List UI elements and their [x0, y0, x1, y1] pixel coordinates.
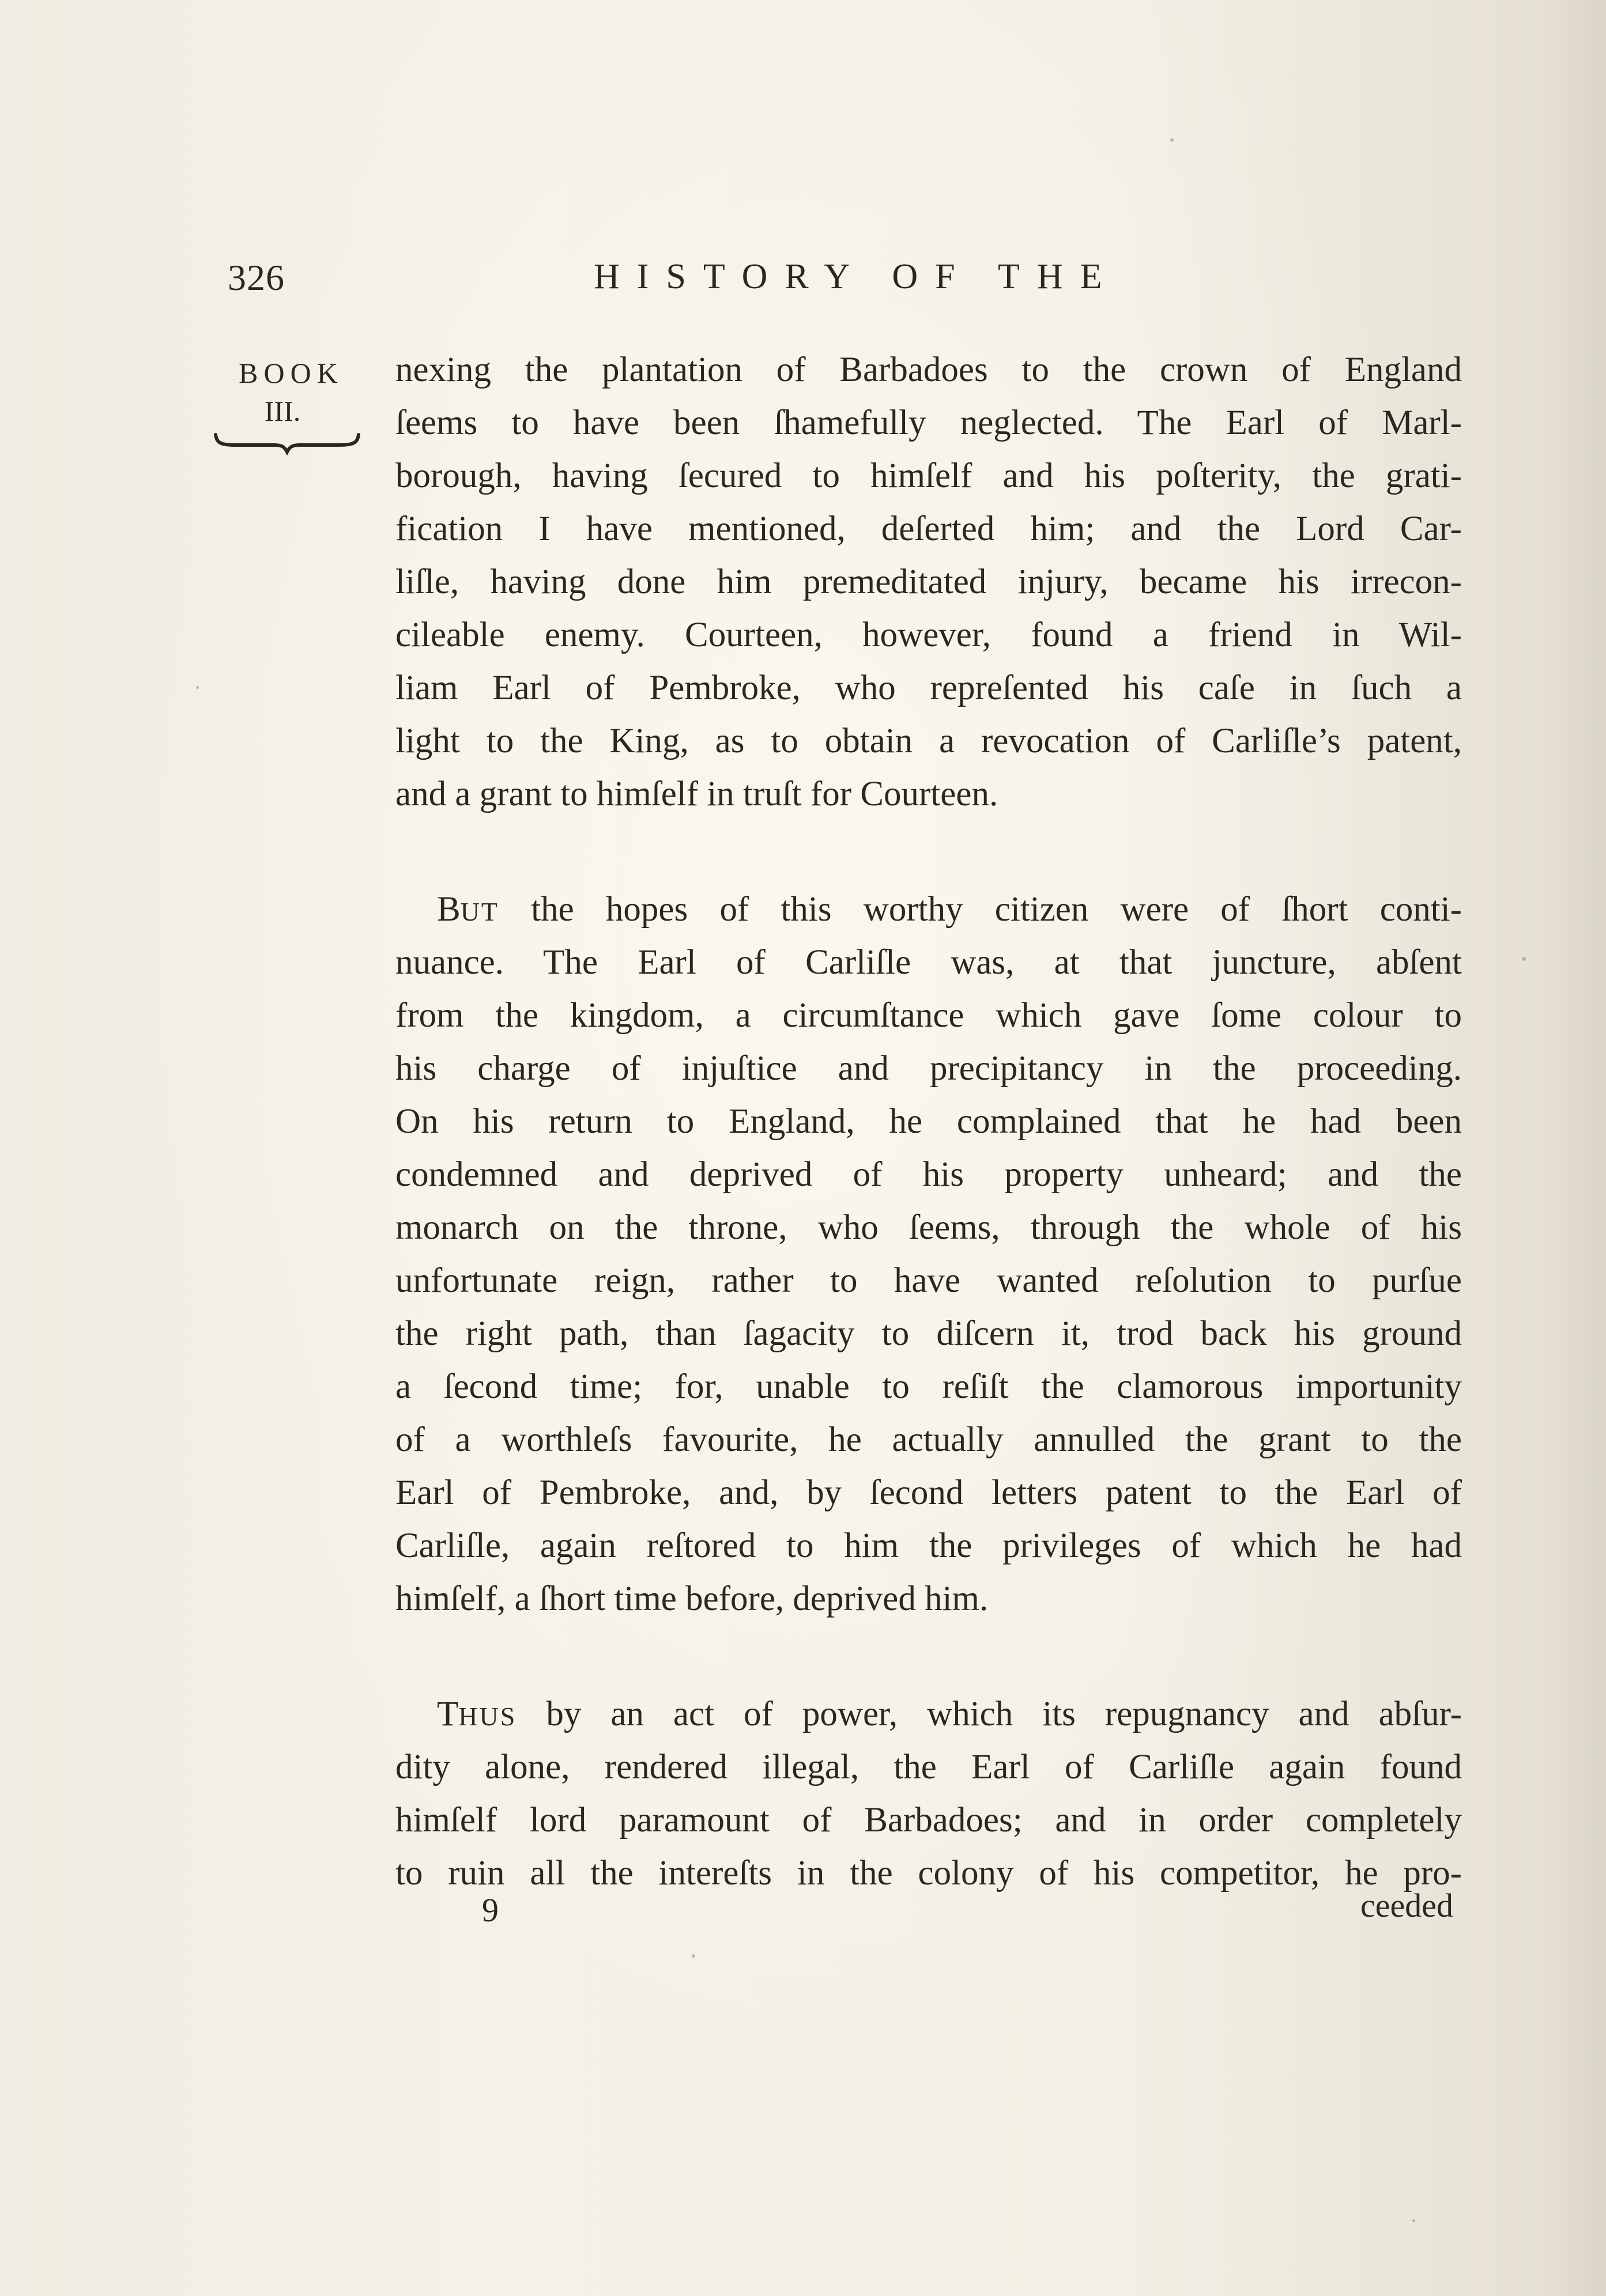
lead-small-caps: HUS [458, 1702, 517, 1731]
text-line: to ruin all the intereſts in the colony of his competitor, he pro- [395, 1854, 1462, 1892]
body-text [395, 344, 1462, 1962]
text-line: borough, having ſecured to himſelf and his poſterity, the grati- [395, 457, 1462, 495]
text-line-lead [395, 1688, 1462, 1741]
text-line: of a worthleſs favourite, he actually annulled the grant to the [395, 1420, 1462, 1459]
text-line: dity alone, rendered illegal, the Earl of Carliſle again found [395, 1748, 1462, 1786]
running-head [0, 257, 1606, 314]
text-line: On his return to England, he complained that he had been [395, 1102, 1462, 1141]
paragraph-2 [395, 883, 1462, 1626]
paper-speck [1170, 138, 1174, 142]
book-number: III. [264, 395, 301, 427]
text-line: liam Earl of Pembroke, who repreſented his caſe in ſuch a [395, 669, 1462, 707]
page-number: 326 [228, 257, 285, 298]
text-line: and a grant to himſelf in truſt for Courteen. [395, 775, 998, 813]
paper-speck [1522, 957, 1526, 961]
text-line: fication I have mentioned, deſerted him; and the Lord Car- [395, 510, 1462, 548]
page-footer [0, 1887, 1606, 1943]
text-line: from the kingdom, a circumſtance which gave ſome colour to [395, 996, 1462, 1035]
lead-initial: B [437, 890, 461, 929]
text-line: Earl of Pembroke, and, by ſecond letters patent to the Earl of [395, 1473, 1462, 1512]
text-line: light to the King, as to obtain a revocation of Carliſle’s patent, [395, 722, 1462, 760]
text-line: himſelf, a ſhort time before, deprived him. [395, 1579, 989, 1618]
lead-line-text: the hopes of this worthy citizen were of ſhort conti- [499, 890, 1462, 929]
text-line: himſelf lord paramount of Barbadoes; and in order completely [395, 1801, 1462, 1839]
book-label: BOOK [239, 357, 344, 389]
text-line: ſeems to have been ſhamefully neglected. The Earl of Marl- [395, 404, 1462, 442]
signature-mark: 9 [482, 1891, 499, 1929]
lead-line-text: by an act of power, which its repugnancy and abſur- [517, 1695, 1462, 1733]
running-title: HISTORY OF THE [594, 257, 1119, 296]
text-line: nuance. The Earl of Carliſle was, at that juncture, abſent [395, 943, 1462, 982]
text-line: liſle, having done him premeditated injury, became his irrecon- [395, 563, 1462, 601]
text-line: his charge of injuſtice and precipitancy in the proceeding. [395, 1049, 1462, 1088]
paper-speck [1412, 2219, 1415, 2222]
catchword: ceeded [1360, 1887, 1453, 1924]
text-line: nexing the plantation of Barbadoes to the crown of England [395, 350, 1462, 389]
brace-ornament [212, 432, 362, 455]
paper-speck [196, 686, 199, 689]
text-line: cileable enemy. Courteen, however, found a friend in Wil- [395, 616, 1462, 654]
text-line: a ſecond time; for, unable to reſiſt the clamorous importunity [395, 1367, 1462, 1406]
text-line: unfortunate reign, rather to have wanted reſolution to purſue [395, 1261, 1462, 1300]
lead-small-caps: UT [460, 897, 500, 926]
text-line: monarch on the throne, who ſeems, through the whole of his [395, 1208, 1462, 1247]
margin-note [213, 353, 369, 455]
text-line-lead [395, 883, 1462, 936]
text-line: the right path, than ſagacity to diſcern it, trod back his ground [395, 1314, 1462, 1353]
paragraph-1 [395, 344, 1462, 821]
lead-initial: T [437, 1695, 459, 1733]
paper-speck [692, 1954, 695, 1958]
text-line: condemned and deprived of his property unheard; and the [395, 1155, 1462, 1194]
paragraph-3 [395, 1688, 1462, 1900]
text-line: Carliſle, again reſtored to him the privileges of which he had [395, 1526, 1462, 1565]
